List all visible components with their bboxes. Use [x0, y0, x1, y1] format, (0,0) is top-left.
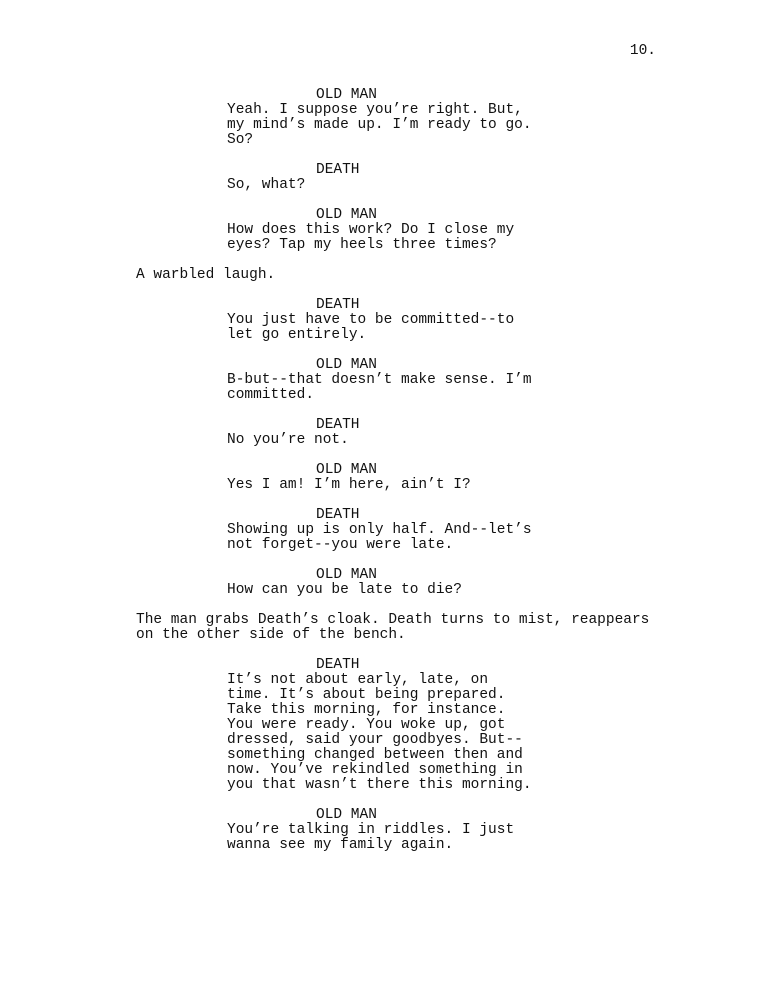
- action-block: [0, 268, 768, 283]
- character-cue: DEATH: [316, 297, 360, 313]
- blank-line: [0, 343, 768, 358]
- character-cue: OLD MAN: [316, 87, 377, 103]
- blank-line: [0, 793, 768, 808]
- blank-line: [0, 493, 768, 508]
- dialogue-line: dressed, said your goodbyes. But--: [227, 732, 523, 748]
- character-cue: DEATH: [316, 507, 360, 523]
- character-cue: OLD MAN: [316, 567, 377, 583]
- character-cue: DEATH: [316, 417, 360, 433]
- dialogue-line: you that wasn’t there this morning.: [227, 777, 532, 793]
- dialogue-line: Take this morning, for instance.: [227, 702, 506, 718]
- blank-line: [0, 403, 768, 418]
- dialogue-block: [0, 223, 768, 253]
- character-cue: OLD MAN: [316, 462, 377, 478]
- dialogue-block: [0, 673, 768, 793]
- dialogue-line: something changed between then and: [227, 747, 523, 763]
- dialogue-line: You were ready. You woke up, got: [227, 717, 506, 733]
- dialogue-line: not forget--you were late.: [227, 537, 454, 553]
- dialogue-line: Showing up is only half. And--let’s: [227, 522, 532, 538]
- dialogue-block: [0, 178, 768, 193]
- dialogue-line: So, what?: [227, 177, 306, 193]
- dialogue-line: How does this work? Do I close my: [227, 222, 515, 238]
- blank-line: [0, 598, 768, 613]
- screenplay-body: [0, 88, 768, 853]
- action-line: The man grabs Death’s cloak. Death turns to mist, reappears: [136, 612, 650, 628]
- dialogue-block: [0, 583, 768, 598]
- dialogue-line: B-but--that doesn’t make sense. I’m: [227, 372, 532, 388]
- page-number: 10.: [629, 43, 656, 59]
- action-block: [0, 613, 768, 643]
- blank-line: [0, 148, 768, 163]
- dialogue-line: eyes? Tap my heels three times?: [227, 237, 497, 253]
- blank-line: [0, 253, 768, 268]
- blank-line: [0, 553, 768, 568]
- dialogue-line: let go entirely.: [227, 327, 367, 343]
- dialogue-line: time. It’s about being prepared.: [227, 687, 506, 703]
- blank-line: [0, 283, 768, 298]
- dialogue-line: No you’re not.: [227, 432, 349, 448]
- dialogue-line: Yeah. I suppose you’re right. But,: [227, 102, 523, 118]
- character-cue: OLD MAN: [316, 807, 377, 823]
- blank-line: [0, 448, 768, 463]
- dialogue-line: You’re talking in riddles. I just: [227, 822, 515, 838]
- blank-line: [0, 643, 768, 658]
- action-line: A warbled laugh.: [136, 267, 276, 283]
- action-line: on the other side of the bench.: [136, 627, 406, 643]
- character-cue: DEATH: [316, 162, 360, 178]
- dialogue-line: So?: [227, 132, 254, 148]
- dialogue-block: [0, 373, 768, 403]
- dialogue-line: now. You’ve rekindled something in: [227, 762, 523, 778]
- dialogue-line: How can you be late to die?: [227, 582, 462, 598]
- dialogue-block: [0, 523, 768, 553]
- character-cue: DEATH: [316, 657, 360, 673]
- dialogue-line: Yes I am! I’m here, ain’t I?: [227, 477, 471, 493]
- dialogue-block: [0, 313, 768, 343]
- character-cue: OLD MAN: [316, 207, 377, 223]
- dialogue-line: my mind’s made up. I’m ready to go.: [227, 117, 532, 133]
- dialogue-block: [0, 823, 768, 853]
- blank-line: [0, 193, 768, 208]
- dialogue-line: wanna see my family again.: [227, 837, 454, 853]
- dialogue-block: [0, 103, 768, 148]
- dialogue-line: It’s not about early, late, on: [227, 672, 489, 688]
- dialogue-block: [0, 433, 768, 448]
- dialogue-line: committed.: [227, 387, 315, 403]
- dialogue-line: You just have to be committed--to: [227, 312, 515, 328]
- dialogue-block: [0, 478, 768, 493]
- character-cue: OLD MAN: [316, 357, 377, 373]
